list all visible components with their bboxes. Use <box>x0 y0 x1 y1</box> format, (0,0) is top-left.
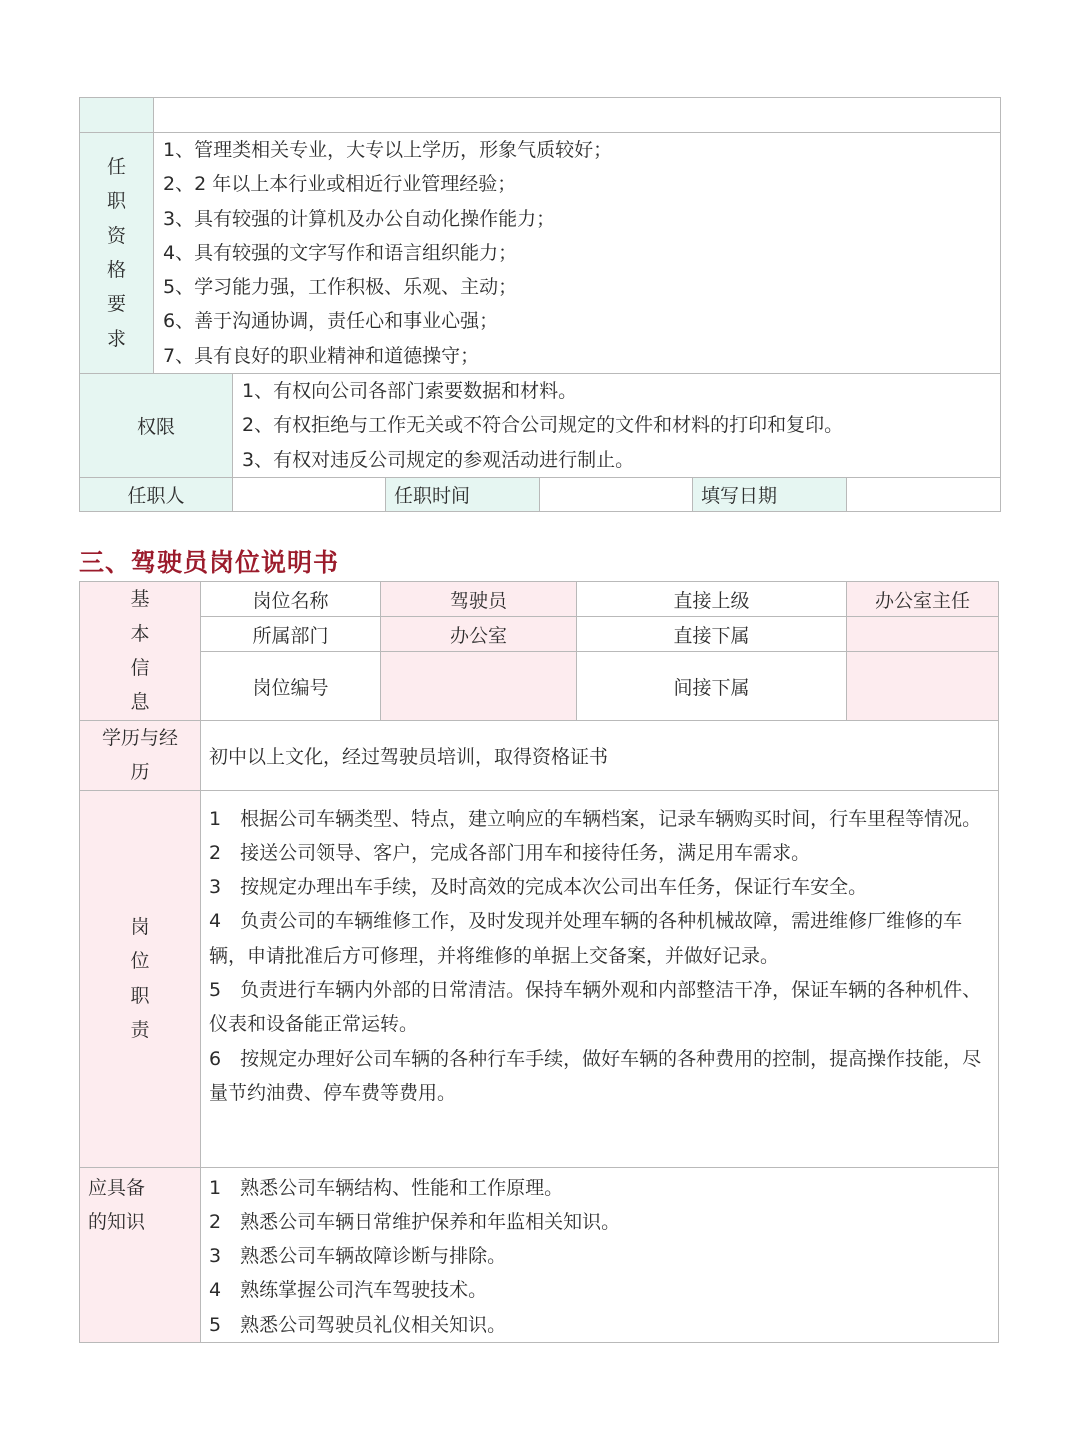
direct-superior-value: 办公室主任 <box>847 582 999 617</box>
list-item: 3 按规定办理出车手续，及时高效的完成本次公司出车任务，保证行车安全。 <box>209 876 868 899</box>
fill-date-value[interactable] <box>847 478 1001 512</box>
table-position-continuation <box>79 97 1000 512</box>
list-item: 6、善于沟通协调，责任心和事业心强； <box>163 310 499 333</box>
position-name-label: 岗位名称 <box>201 582 381 617</box>
list-item: 4、具有较强的文字写作和语言组织能力； <box>163 241 518 264</box>
position-code-value[interactable] <box>381 652 577 721</box>
qualification-label: 任 职 资 格 要 求 <box>80 133 154 374</box>
list-item: 1 根据公司车辆类型、特点，建立响应的车辆档案，记录车辆购买时间，行车里程等情况。 <box>209 807 982 830</box>
knowledge-list <box>201 1167 999 1342</box>
empty-label-cell <box>80 98 154 133</box>
list-item: 6 按规定办理好公司车辆的各种行车手续，做好车辆的各种费用的控制，提高操作技能，尽量节约油费、停车费等费用。 <box>209 1047 982 1104</box>
fill-date-label: 填写日期 <box>693 478 847 512</box>
authority-label: 权限 <box>80 374 233 478</box>
list-item: 1、管理类相关专业，大专以上学历，形象气质较好； <box>163 139 613 161</box>
section-title: 三、驾驶员岗位说明书 <box>79 548 340 577</box>
direct-superior-label: 直接上级 <box>577 582 847 617</box>
qualification-list <box>154 133 1001 374</box>
list-item: 1 熟悉公司车辆结构、性能和工作原理。 <box>209 1176 564 1199</box>
list-item: 7、具有良好的职业精神和道德操守； <box>163 344 480 367</box>
list-item: 5 负责进行车辆内外部的日常清洁。保持车辆外观和内部整洁干净，保证车辆的各种机件、仪表和设备能正常运转。 <box>209 979 982 1036</box>
tenure-value[interactable] <box>540 478 693 512</box>
list-item: 3 熟悉公司车辆故障诊断与排除。 <box>209 1245 507 1268</box>
basic-info-label: 基 本 信 息 <box>80 582 201 721</box>
department-label: 所属部门 <box>201 617 381 652</box>
indirect-subordinate-label: 间接下属 <box>577 652 847 721</box>
position-code-label: 岗位编号 <box>201 652 381 721</box>
empty-value-cell <box>154 98 1001 133</box>
knowledge-label: 应具备 的知识 <box>80 1167 201 1342</box>
list-item: 2 熟悉公司车辆日常维护保养和年监相关知识。 <box>209 1210 621 1233</box>
education-value: 初中以上文化，经过驾驶员培训，取得资格证书 <box>201 721 999 791</box>
tenure-label: 任职时间 <box>386 478 540 512</box>
holder-value[interactable] <box>233 478 386 512</box>
driver-table <box>79 581 999 1343</box>
position-name-value: 驾驶员 <box>381 582 577 617</box>
list-item: 4 熟练掌握公司汽车驾驶技术。 <box>209 1279 488 1302</box>
list-item: 5、学习能力强，工作积极、乐观、主动； <box>163 276 518 299</box>
continuation-table <box>79 97 1001 512</box>
duties-list <box>201 790 999 1167</box>
list-item: 2 接送公司领导、客户，完成各部门用车和接待任务，满足用车需求。 <box>209 841 811 864</box>
table-driver-job-description <box>79 581 998 1343</box>
list-item: 1、有权向公司各部门索要数据和材料。 <box>242 380 578 403</box>
list-item: 3、有权对违反公司规定的参观活动进行制止。 <box>242 448 635 471</box>
duties-label: 岗 位 职 责 <box>80 790 201 1167</box>
holder-label: 任职人 <box>80 478 233 512</box>
list-item: 2、有权拒绝与工作无关或不符合公司规定的文件和材料的打印和复印。 <box>242 414 844 437</box>
direct-subordinate-label: 直接下属 <box>577 617 847 652</box>
authority-list <box>233 374 1001 478</box>
education-label: 学历与经 历 <box>80 721 201 791</box>
indirect-subordinate-value[interactable] <box>847 652 999 721</box>
list-item: 4 负责公司的车辆维修工作，及时发现并处理车辆的各种机械故障，需进维修厂维修的车辆，申请批准后方可修理，并将维修的单据上交备案，并做好记录。 <box>209 910 963 967</box>
direct-subordinate-value[interactable] <box>847 617 999 652</box>
list-item: 3、具有较强的计算机及办公自动化操作能力； <box>163 207 556 230</box>
department-value: 办公室 <box>381 617 577 652</box>
list-item: 2、2 年以上本行业或相近行业管理经验； <box>163 173 517 196</box>
list-item: 5 熟悉公司驾驶员礼仪相关知识。 <box>209 1313 507 1336</box>
